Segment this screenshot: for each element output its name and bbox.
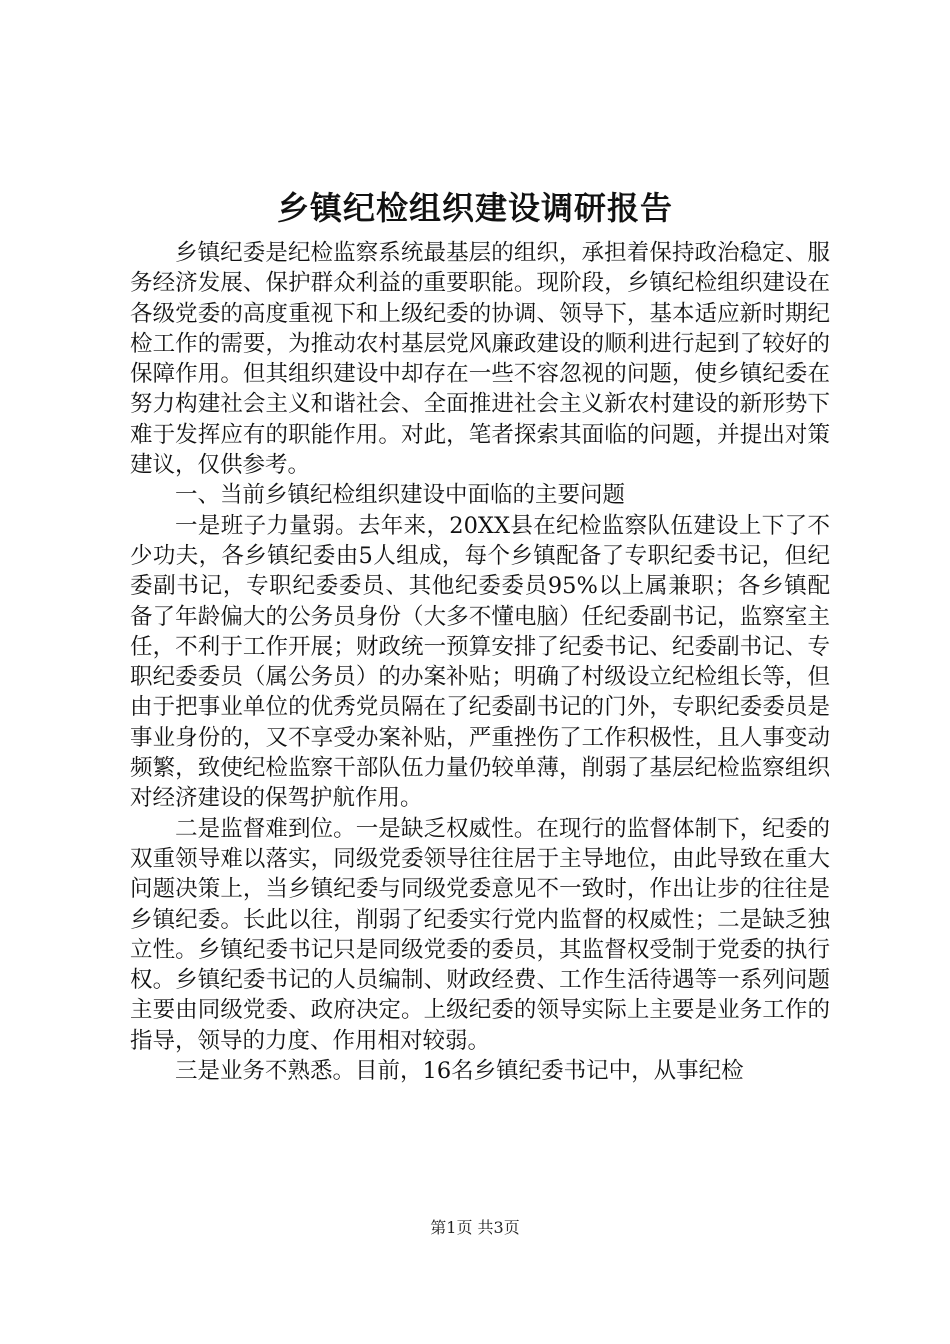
problem-three-paragraph: 三是业务不熟悉。目前，16名乡镇纪委书记中，从事纪检: [175, 1058, 744, 1085]
section-heading: 一、当前乡镇纪检组织建设中面临的主要问题: [175, 482, 626, 509]
problem-one-paragraph: 一是班子力量弱。去年来，20XX县在纪检监察队伍建设上下了不少功夫，各乡镇纪委由5人组成，每个乡镇配备了专职纪委书记，但纪委副书记，专职纪委委员、其他纪委委员95%以上属兼职；各乡镇配备了年龄偏大的公务员身份（大多不懂电脑）任纪委副书记，监察室主任，不利于工作开展；财政统一预算安排了纪委书记、纪委副书记、专职纪委委员（属公务员）的办案补贴；明确了村级设立纪检组长等，但由于把事业单位的优秀党员隔在了纪委副书记的门外，专职纪委委员是事业身份的，又不享受办案补贴，严重挫伤了工作积极性，且人事变动频繁，致使纪检监察干部队伍力量仍较单薄，削弱了基层纪检监察组织对经济建设的保驾护航作用。: [130, 512, 830, 812]
document-title: 乡镇纪检组织建设调研报告: [276, 189, 673, 227]
problem-two-paragraph: 二是监督难到位。一是缺乏权威性。在现行的监督体制下，纪委的双重领导难以落实，同级党委领导往往居于主导地位，由此导致在重大问题决策上，当乡镇纪委与同级党委意见不一致时，作出让步的往往是乡镇纪委。长此以往，削弱了纪委实行党内监督的权威性；二是缺乏独立性。乡镇纪委书记只是同级党委的委员，其监督权受制于党委的执行权。乡镇纪委书记的人员编制、财政经费、工作生活待遇等一系列问题主要由同级党委、政府决定。上级纪委的领导实际上主要是业务工作的指导，领导的力度、作用相对较弱。: [130, 815, 830, 1054]
page-footer: 第1页 共3页: [430, 1218, 520, 1237]
intro-paragraph: 乡镇纪委是纪检监察系统最基层的组织，承担着保持政治稳定、服务经济发展、保护群众利益的重要职能。现阶段，乡镇纪检组织建设在各级党委的高度重视下和上级纪委的协调、领导下，基本适应新时期纪检工作的需要，为推动农村基层党风廉政建设的顺利进行起到了较好的保障作用。但其组织建设中却存在一些不容忽视的问题，使乡镇纪委在努力构建社会主义和谐社会、全面推进社会主义新农村建设的新形势下难于发挥应有的职能作用。对此，笔者探索其面临的问题，并提出对策建议，仅供参考。: [130, 240, 830, 479]
document-body: [130, 238, 830, 1086]
